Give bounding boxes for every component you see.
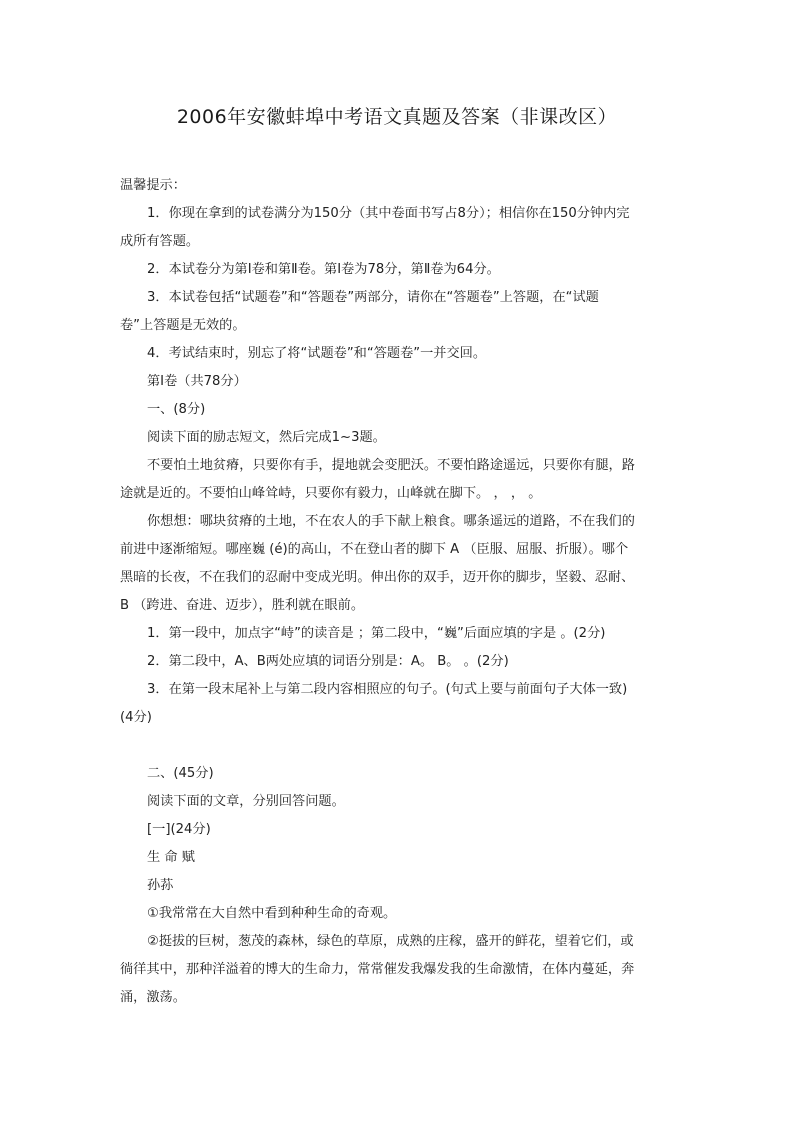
page-title: 2006年安徽蚌埠中考语文真题及答案（非课改区）: [176, 106, 618, 128]
text-line: 一、(8分): [147, 402, 206, 417]
text-line: 黑暗的长夜，不在我们的忍耐中变成光明。伸出你的双手，迈开你的脚步，坚毅、忍耐、: [120, 570, 635, 585]
text-line: B （跨进、奋进、迈步），胜利就在眼前。: [120, 598, 365, 613]
text-line: 第Ⅰ卷（共78分）: [147, 374, 247, 389]
text-line: 二、(45分): [147, 766, 214, 781]
text-line: 涌，激荡。: [120, 990, 186, 1005]
text-line: 前进中逐渐缩短。哪座巍 (é)的高山，不在登山者的脚下 A （臣服、屈服、折服）。哪个: [120, 542, 629, 557]
text-line: 4．考试结束时，别忘了将“试题卷”和“答题卷”一并交回。: [147, 346, 487, 361]
text-line: ①我常常在大自然中看到种种生命的奇观。: [147, 906, 397, 921]
text-line: 徜徉其中，那种洋溢着的博大的生命力，常常催发我爆发我的生命激情，在体内蔓延，奔: [120, 962, 635, 977]
text-line: (4分): [120, 710, 152, 725]
text-line: 途就是近的。不要怕山峰耸峙，只要你有毅力，山峰就在脚下。 ， ， 。: [120, 486, 542, 501]
text-line: ②挺拔的巨树，葱茂的森林，绿色的草原，成熟的庄稼，盛开的鲜花，望着它们，或: [147, 934, 634, 949]
text-line: 2．第二段中，A、B两处应填的词语分别是：A。 B。 。(2分): [147, 654, 509, 669]
text-line: [一](24分): [147, 822, 211, 837]
text-line: 阅读下面的励志短文，然后完成1~3题。: [147, 430, 386, 445]
text-line: 阅读下面的文章，分别回答问题。: [147, 794, 345, 809]
text-line: 1．你现在拿到的试卷满分为150分（其中卷面书写占8分）；相信你在150分钟内完: [147, 206, 630, 221]
text-line: 成所有答题。: [120, 234, 200, 249]
text-line: 3．在第一段末尾补上与第二段内容相照应的句子。(句式上要与前面句子大体一致): [147, 682, 628, 697]
text-line: 3．本试卷包括“试题卷”和“答题卷”两部分，请你在“答题卷”上答题，在“试题: [147, 290, 599, 305]
text-line: 生 命 赋: [147, 850, 195, 865]
text-line: 卷”上答题是无效的。: [120, 318, 246, 333]
text-line: 不要怕土地贫瘠，只要你有手，提地就会变肥沃。不要怕路途遥远，只要你有腿，路: [147, 458, 635, 473]
text-line: 孙荪: [147, 878, 174, 893]
text-line: 2．本试卷分为第Ⅰ卷和第Ⅱ卷。第Ⅰ卷为78分，第Ⅱ卷为64分。: [147, 262, 500, 277]
text-line: 1．第一段中，加点字“峙”的读音是 ；第二段中，“巍”后面应填的字是 。(2分): [147, 626, 606, 641]
text-line: 你想想：哪块贫瘠的土地，不在农人的手下献上粮食。哪条遥远的道路，不在我们的: [147, 514, 635, 529]
text-line: 温馨提示：: [120, 178, 186, 193]
